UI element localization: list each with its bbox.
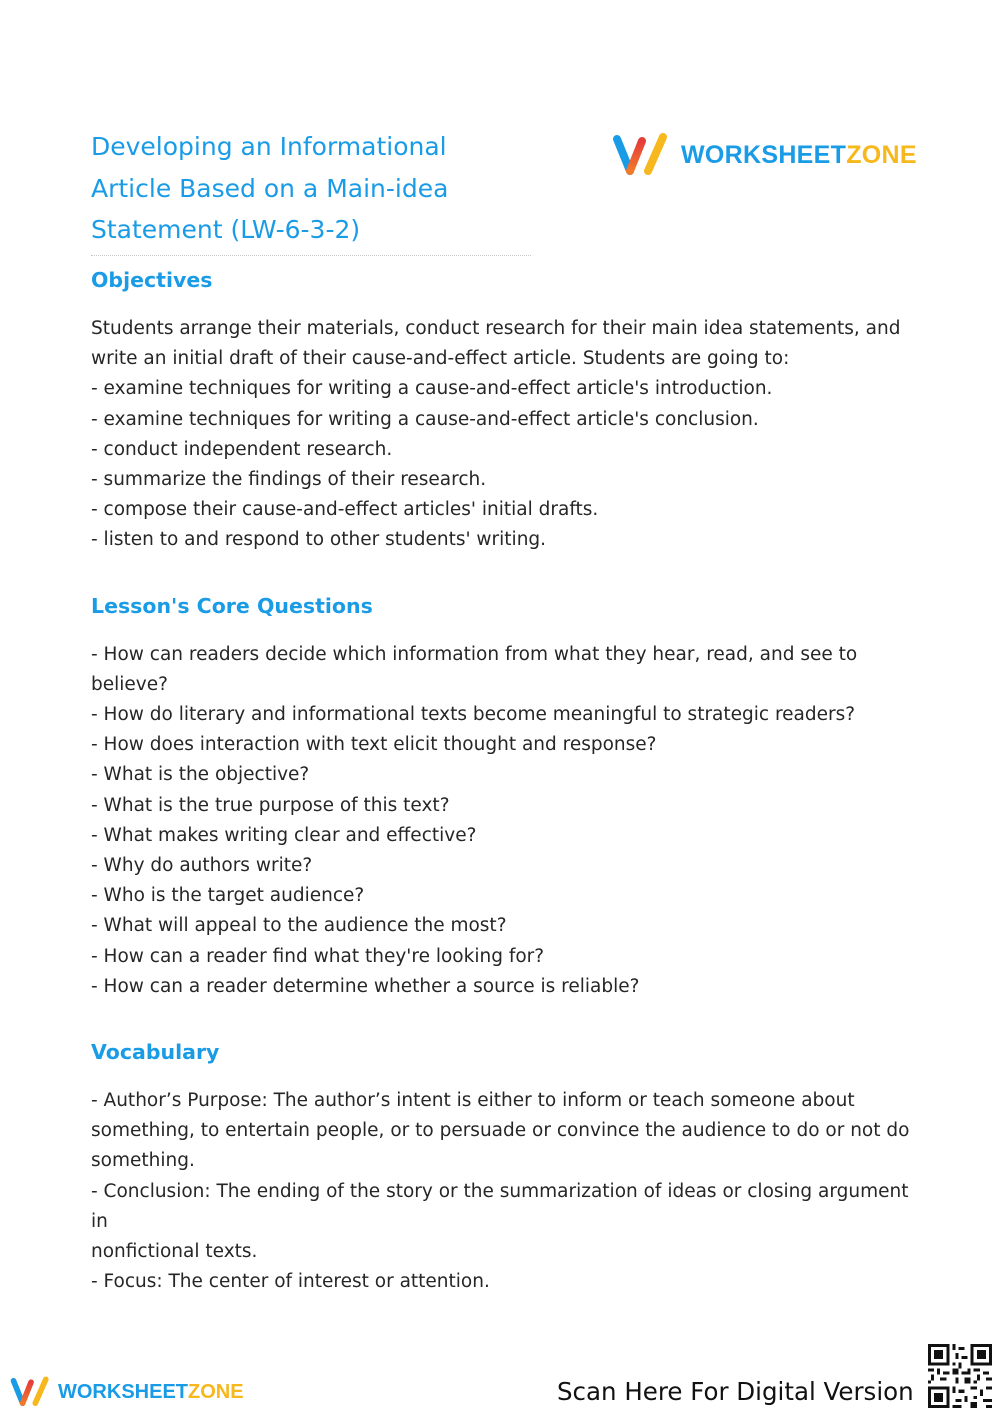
- list-item: - conduct independent research.: [91, 438, 393, 460]
- core-questions-heading: Lesson's Core Questions: [91, 593, 373, 618]
- qr-code-icon[interactable]: [928, 1344, 992, 1408]
- objectives-heading: Objectives: [91, 268, 213, 292]
- list-item: - How do literary and informational texts become meaningful to strategic readers?: [91, 704, 856, 726]
- list-item: - summarize the findings of their research.: [91, 469, 487, 491]
- objectives-section: [91, 262, 921, 556]
- vocabulary-section: [91, 1034, 921, 1297]
- list-item: - How can a reader find what they're looking for?: [91, 945, 545, 967]
- w-logo-icon: [10, 1376, 50, 1408]
- list-item: - Focus: The center of interest or attention.: [91, 1271, 490, 1293]
- list-item: - Why do authors write?: [91, 855, 313, 877]
- list-item: - How does interaction with text elicit thought and response?: [91, 734, 657, 756]
- text-line: something.: [91, 1150, 195, 1172]
- footer-logo-wordmark: WORKSHEETZONE: [58, 1380, 244, 1403]
- w-logo-icon: [612, 133, 669, 177]
- list-item: - examine techniques for writing a cause-and-effect article's conclusion.: [91, 408, 759, 430]
- vocabulary-body: [91, 1086, 921, 1297]
- list-item: - examine techniques for writing a cause-and-effect article's introduction.: [91, 378, 773, 400]
- core-questions-body: [91, 640, 921, 1002]
- list-item: - What is the objective?: [91, 764, 310, 786]
- logo-wordmark: WORKSHEETZONE: [681, 140, 917, 169]
- list-item: - compose their cause-and-effect articles' initial drafts.: [91, 499, 599, 521]
- worksheet-content: [91, 262, 921, 1297]
- scan-caption: Scan Here For Digital Version: [557, 1377, 914, 1406]
- text-line: write an initial draft of their cause-and-effect article. Students are going to:: [91, 348, 790, 370]
- list-item: - listen to and respond to other students' writing.: [91, 529, 547, 551]
- list-item: - Conclusion: The ending of the story or the summarization of ideas or closing argument in: [91, 1180, 909, 1232]
- vocabulary-heading: Vocabulary: [91, 1040, 220, 1065]
- list-item: - How can readers decide which information from what they hear, read, and see to: [91, 643, 858, 665]
- core-questions-section: [91, 588, 921, 1002]
- list-item: - Who is the target audience?: [91, 885, 365, 907]
- page-title: Developing an Informational Article Based on a Main-idea Statement (LW-6-3-2): [91, 126, 531, 256]
- text-line: nonfictional texts.: [91, 1241, 258, 1263]
- list-item: - What makes writing clear and effective?: [91, 824, 477, 846]
- list-item: - What is the true purpose of this text?: [91, 794, 450, 816]
- worksheetzone-logo[interactable]: [612, 133, 917, 177]
- list-item: - How can a reader determine whether a source is reliable?: [91, 975, 640, 997]
- text-line: believe?: [91, 673, 168, 695]
- list-item: - Author’s Purpose: The author’s intent is either to inform or teach someone about: [91, 1090, 855, 1112]
- text-line: something, to entertain people, or to persuade or convince the audience to do or not do: [91, 1120, 910, 1142]
- objectives-body: [91, 314, 921, 556]
- footer-logo[interactable]: [10, 1376, 244, 1408]
- text-line: Students arrange their materials, conduct research for their main idea statements, and: [91, 318, 901, 339]
- list-item: - What will appeal to the audience the most?: [91, 915, 507, 937]
